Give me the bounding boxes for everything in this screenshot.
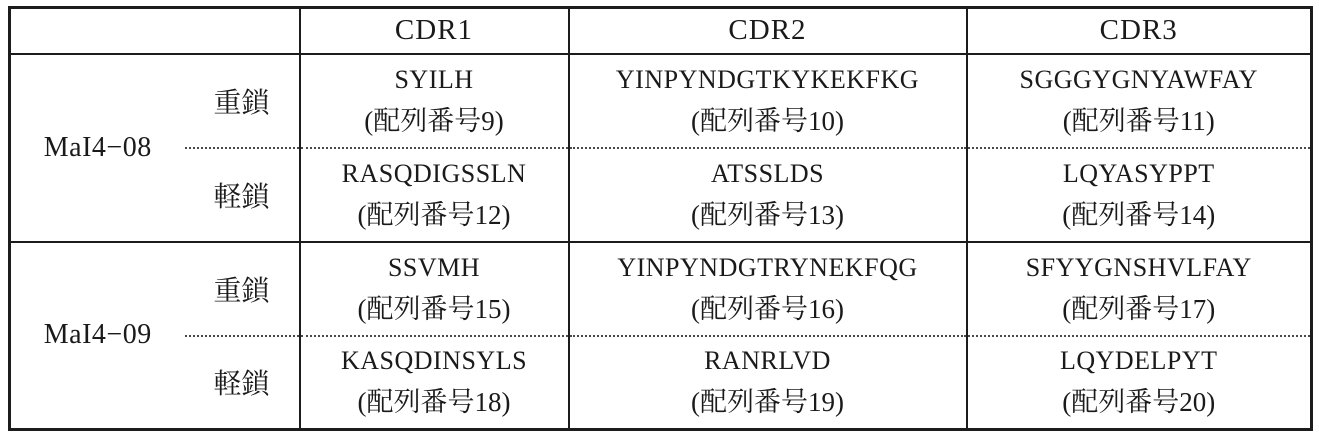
cdr1-cell: [300, 54, 569, 148]
cdr2-cell: [569, 336, 967, 430]
table-row: [10, 242, 1312, 336]
table-row: [10, 148, 1312, 242]
sequence-text: RASQDIGSSLN: [341, 158, 527, 188]
seq-id-label: (配列番号9): [364, 105, 504, 136]
cdr1-cell: [300, 148, 569, 242]
cdr3-cell: [967, 336, 1312, 430]
sequence-text: RANRLVD: [704, 346, 831, 376]
header-row: [10, 8, 1312, 54]
seq-id-label: (配列番号13): [691, 199, 844, 230]
seq-id-label: (配列番号16): [691, 293, 844, 324]
seq-id-label: (配列番号12): [357, 199, 511, 230]
seq-id-label: (配列番号20): [1062, 387, 1216, 418]
seq-id-label: (配列番号17): [1062, 293, 1216, 324]
table-row: [10, 54, 1312, 148]
seq-id-label: (配列番号11): [1062, 105, 1215, 136]
chain-label: 重鎖: [213, 87, 270, 119]
cdr1-cell: [300, 242, 569, 336]
seq-id-label: (配列番号15): [357, 293, 511, 324]
table-row: [10, 336, 1312, 430]
sequence-text: SFYYGNSHVLFAY: [1025, 252, 1252, 282]
cdr-sequence-table: [8, 6, 1313, 431]
cdr2-cell: [569, 148, 967, 242]
seq-id-label: (配列番号14): [1062, 199, 1216, 230]
column-header-cdr2: CDR2: [569, 8, 967, 54]
cdr1-cell: [300, 336, 569, 430]
column-header-cdr1: CDR1: [300, 8, 569, 54]
cdr3-cell: [967, 148, 1312, 242]
sequence-text: YINPYNDGTKYKEKFKG: [615, 64, 920, 94]
sequence-text: LQYASYPPT: [1062, 158, 1215, 188]
sequence-text: LQYDELPYT: [1059, 346, 1218, 376]
cdr2-cell: [569, 54, 967, 148]
antibody-name: MaI4−08: [43, 131, 152, 163]
sequence-text: SGGGYGNYAWFAY: [1019, 64, 1258, 94]
sequence-text: KASQDINSYLS: [340, 346, 528, 376]
seq-id-label: (配列番号10): [691, 105, 844, 136]
corner-cell: [10, 8, 300, 54]
seq-id-label: (配列番号19): [691, 387, 844, 418]
column-header-cdr3: CDR3: [967, 8, 1312, 54]
sequence-text: SSVMH: [387, 252, 481, 282]
cdr3-cell: [967, 54, 1312, 148]
seq-id-label: (配列番号18): [357, 387, 511, 418]
sequence-text: SYILH: [394, 64, 474, 94]
sequence-text: ATSSLDS: [710, 158, 825, 188]
cdr2-cell: [569, 242, 967, 336]
antibody-name: MaI4−09: [10, 242, 185, 430]
chain-label: 重鎖: [185, 242, 300, 336]
chain-label: 軽鎖: [185, 336, 300, 430]
sequence-text: YINPYNDGTRYNEKFQG: [617, 252, 918, 282]
chain-label: 軽鎖: [185, 148, 300, 242]
cdr3-cell: [967, 242, 1312, 336]
